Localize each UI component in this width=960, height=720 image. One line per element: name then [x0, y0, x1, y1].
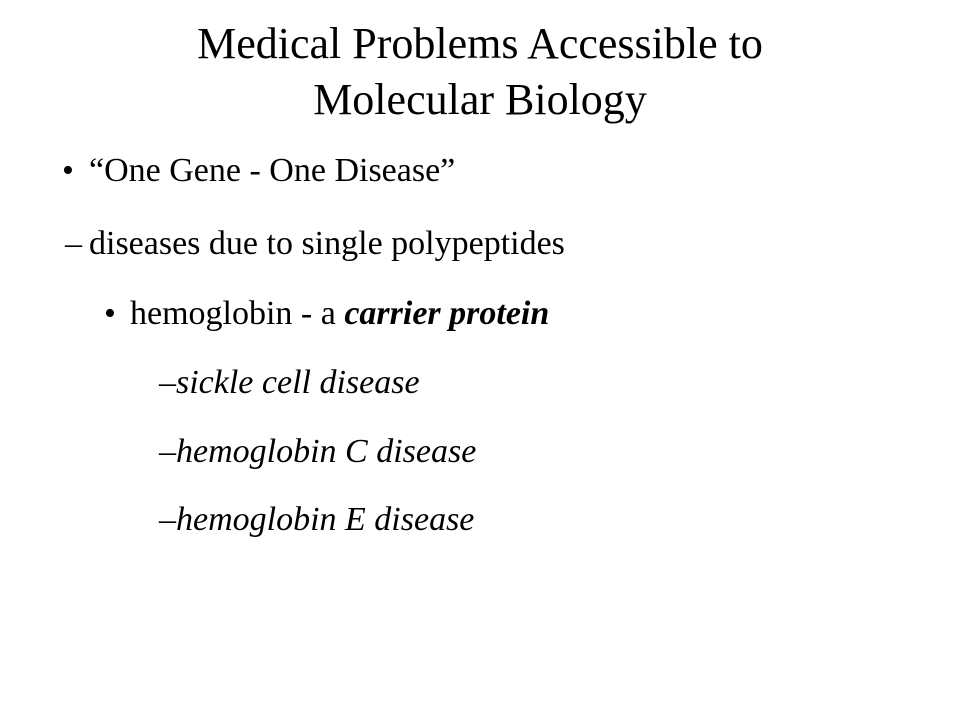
text-level-4-item-2: –hemoglobin C disease	[159, 433, 477, 470]
dash-level-2: –	[65, 225, 82, 262]
text-level-2: diseases due to single polypeptides	[89, 225, 565, 262]
text-level-3-emphasis: carrier protein	[344, 295, 550, 332]
text-level-3	[130, 294, 549, 334]
title-line-1: Medical Problems Accessible to	[197, 19, 763, 68]
bullet-level-3: •	[104, 295, 116, 332]
title-line-2: Molecular Biology	[313, 75, 647, 124]
bullet-level-1: •	[62, 152, 74, 189]
slide-title	[80, 16, 880, 128]
text-level-1: “One Gene - One Disease”	[89, 152, 456, 189]
text-level-3-prefix: hemoglobin - a	[130, 295, 345, 332]
text-level-4-item-1: –sickle cell disease	[159, 364, 420, 401]
text-level-4-item-3: –hemoglobin E disease	[159, 501, 475, 538]
